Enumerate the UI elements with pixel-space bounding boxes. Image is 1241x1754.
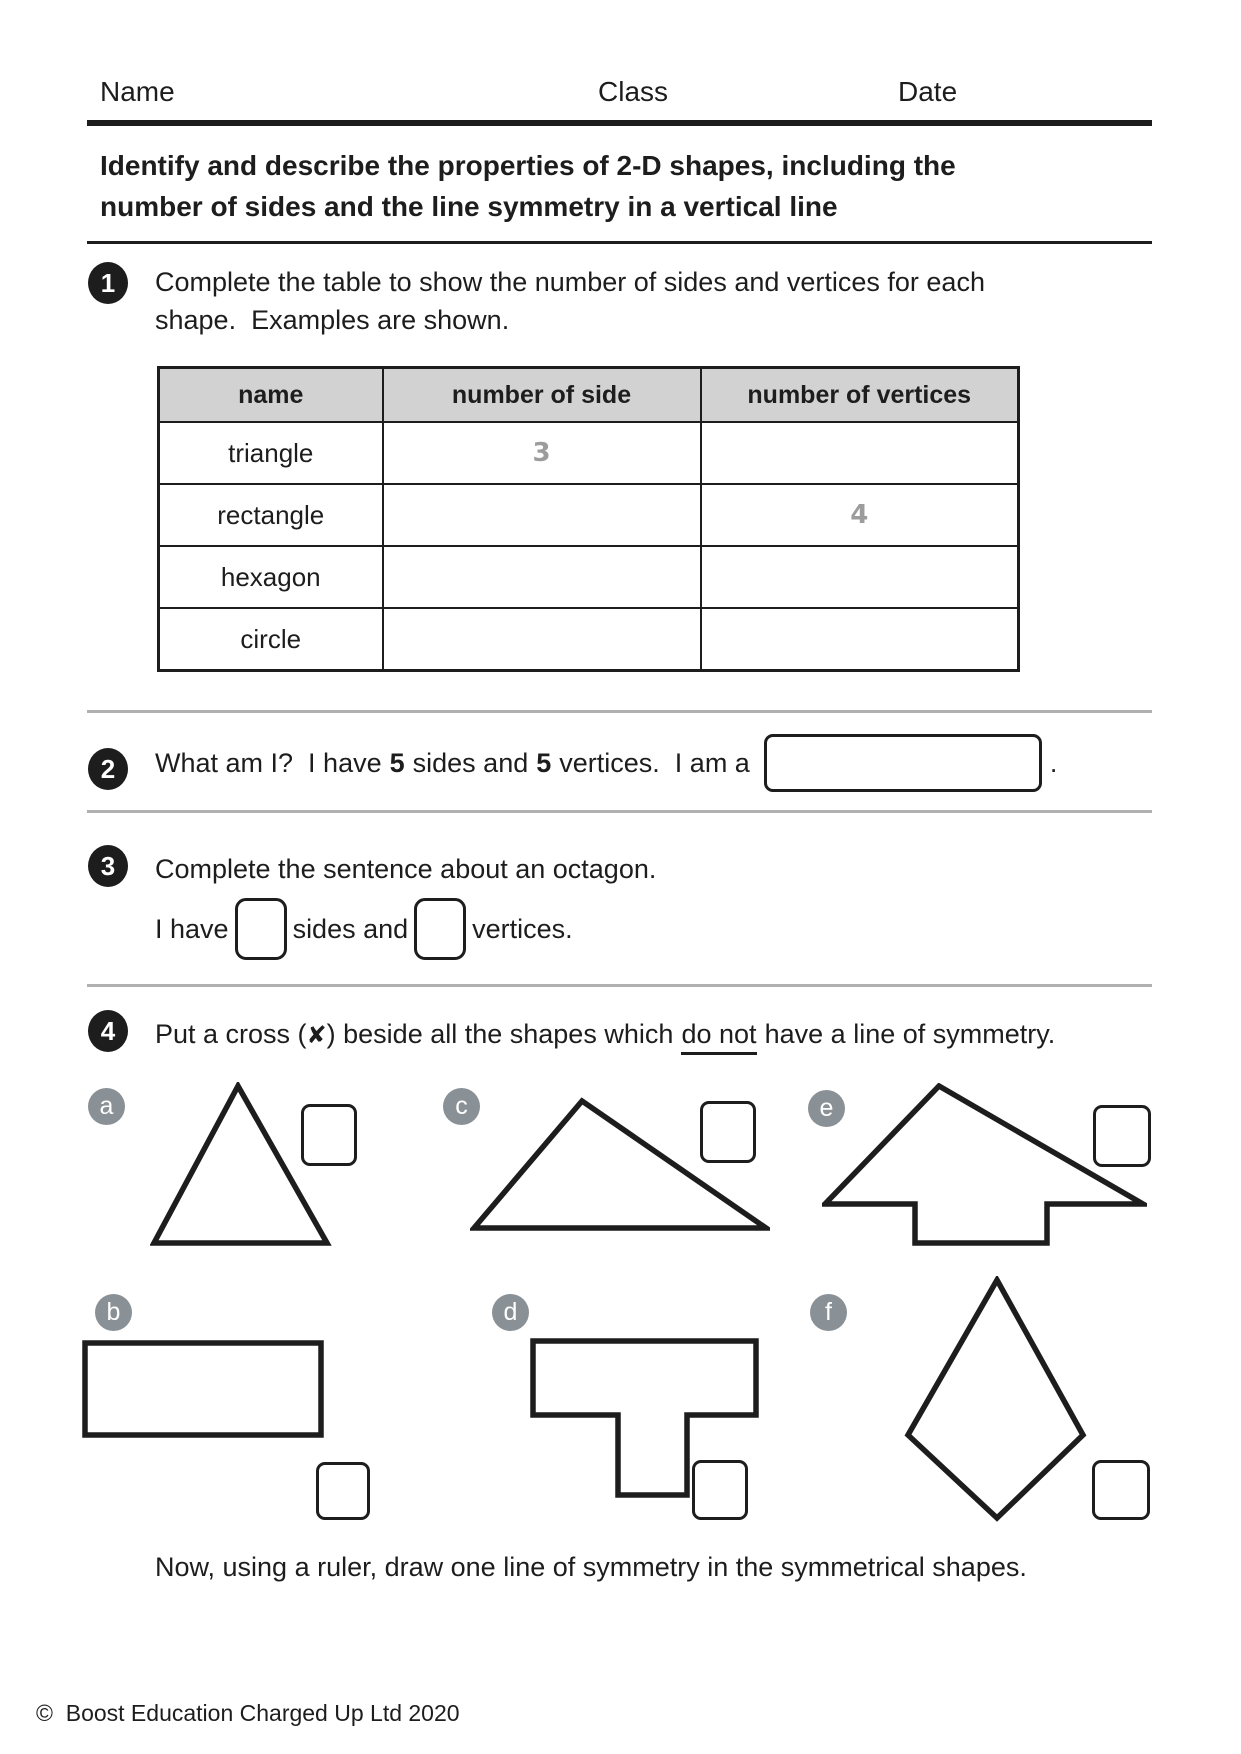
cell-rectangle-vertices: 4 bbox=[701, 484, 1019, 546]
cell-triangle-vertices[interactable] bbox=[701, 422, 1019, 484]
shape-a-label-badge: a bbox=[88, 1088, 125, 1125]
table-header-vertices: number of vertices bbox=[701, 368, 1019, 423]
q2-answer-box[interactable] bbox=[764, 734, 1042, 792]
q1-number-badge: 1 bbox=[88, 262, 128, 304]
q3-number-badge: 3 bbox=[88, 845, 128, 887]
cell-circle-sides[interactable] bbox=[383, 608, 701, 671]
shape-f-label-badge: f bbox=[810, 1294, 847, 1331]
title-rule bbox=[87, 241, 1152, 244]
q2-period: . bbox=[1049, 748, 1058, 778]
section-divider bbox=[87, 810, 1152, 813]
symmetry-instruction-text: Now, using a ruler, draw one line of symmetry in the symmetrical shapes. bbox=[155, 1552, 1027, 1582]
cross-icon: ✘ bbox=[306, 1021, 327, 1049]
q4-text-seg3: have a line of symmetry. bbox=[764, 1019, 1056, 1049]
q4-text-seg1: Put a cross ( bbox=[155, 1019, 307, 1049]
q3-sentence-line bbox=[155, 897, 573, 961]
table-header-sides: number of side bbox=[383, 368, 701, 423]
shape-d-label-badge: d bbox=[492, 1294, 529, 1331]
table-header-name: name bbox=[159, 368, 383, 423]
q3-sides-box[interactable] bbox=[235, 898, 287, 960]
q3-text-seg1: I have bbox=[155, 914, 229, 944]
shape-a-answer-box[interactable] bbox=[301, 1104, 357, 1166]
q3-text-seg2: sides and bbox=[292, 914, 409, 944]
q1-text-line1: Complete the table to show the number of sides and vertices for each bbox=[155, 267, 985, 297]
q3-vertices-box[interactable] bbox=[414, 898, 466, 960]
table-header-row bbox=[159, 368, 1019, 423]
shape-f-answer-box[interactable] bbox=[1092, 1460, 1150, 1520]
table-row bbox=[159, 484, 1019, 546]
date-label: Date bbox=[898, 76, 958, 107]
table-row bbox=[159, 422, 1019, 484]
q4-number-badge: 4 bbox=[88, 1010, 128, 1052]
cell-circle-vertices[interactable] bbox=[701, 608, 1019, 671]
q4-text bbox=[155, 1015, 1055, 1054]
shape-e-label-badge: e bbox=[808, 1090, 845, 1127]
shape-c-label-badge: c bbox=[443, 1088, 480, 1125]
objective-title-line1: Identify and describe the properties of 2-D shapes, including the bbox=[100, 150, 956, 181]
table-row bbox=[159, 608, 1019, 671]
section-divider bbox=[87, 710, 1152, 713]
shape-d-answer-box[interactable] bbox=[692, 1460, 748, 1520]
objective-title-line2: number of sides and the line symmetry in a vertical line bbox=[100, 191, 838, 222]
name-label: Name bbox=[100, 76, 175, 107]
shape-e-answer-box[interactable] bbox=[1093, 1105, 1151, 1167]
shape-b-answer-box[interactable] bbox=[316, 1462, 370, 1520]
section-divider bbox=[87, 984, 1152, 987]
q3-intro-text: Complete the sentence about an octagon. bbox=[155, 854, 657, 884]
q2-text-seg1: What am I? I have bbox=[155, 748, 382, 778]
shape-f-kite bbox=[900, 1276, 1091, 1523]
header-rule bbox=[87, 120, 1152, 126]
cell-hexagon-vertices[interactable] bbox=[701, 546, 1019, 608]
table-row bbox=[159, 546, 1019, 608]
q2-text-seg2: sides and bbox=[412, 748, 529, 778]
shape-c-answer-box[interactable] bbox=[700, 1101, 756, 1163]
shapes-table bbox=[157, 366, 1020, 672]
shape-b-rectangle bbox=[82, 1340, 324, 1438]
q1-text-line2: shape. Examples are shown. bbox=[155, 305, 510, 335]
q2-bold-five-vertices: 5 bbox=[536, 748, 552, 778]
cell-hexagon-sides[interactable] bbox=[383, 546, 701, 608]
cell-hexagon-name: hexagon bbox=[159, 546, 383, 608]
cell-rectangle-name: rectangle bbox=[159, 484, 383, 546]
q4-do-not-underlined: do not bbox=[681, 1019, 756, 1055]
cell-triangle-name: triangle bbox=[159, 422, 383, 484]
cell-circle-name: circle bbox=[159, 608, 383, 671]
q3-text-seg3: vertices. bbox=[472, 914, 573, 944]
q2-bold-five-sides: 5 bbox=[389, 748, 405, 778]
q2-text-seg3: vertices. I am a bbox=[559, 748, 750, 778]
shape-b-label-badge: b bbox=[95, 1294, 132, 1331]
copyright-text: © Boost Education Charged Up Ltd 2020 bbox=[36, 1700, 460, 1726]
cell-triangle-sides: 3 bbox=[383, 422, 701, 484]
q4-text-seg2: ) beside all the shapes which bbox=[326, 1019, 674, 1049]
class-label: Class bbox=[598, 76, 669, 107]
cell-rectangle-sides[interactable] bbox=[383, 484, 701, 546]
q2-number-badge: 2 bbox=[88, 748, 128, 790]
q2-line bbox=[155, 733, 1057, 793]
